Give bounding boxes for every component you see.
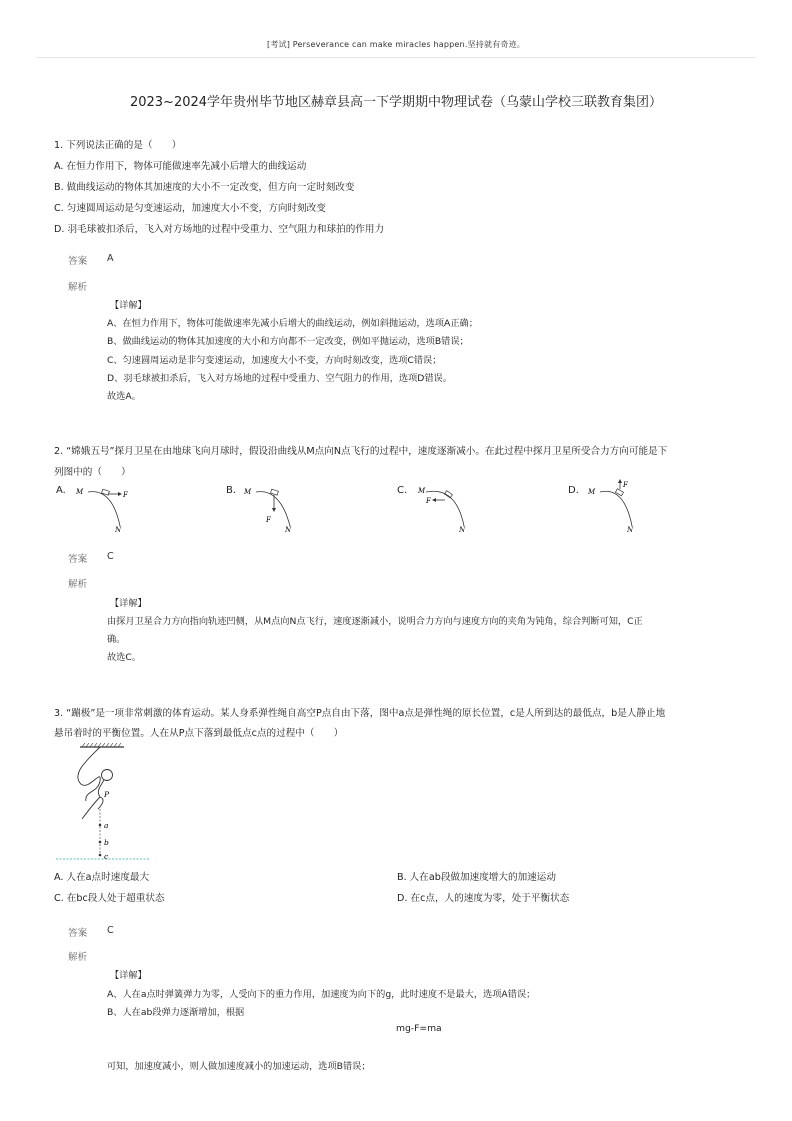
q1-detail-line: D、羽毛球被扣杀后，飞入对方场地的过程中受重力、空气阻力的作用，选项D错误。	[107, 373, 452, 384]
q2-d-label-f: F	[623, 481, 628, 489]
q3-analysis-label: 解析	[68, 952, 88, 963]
q3-formula: mg-F=ma	[396, 1023, 442, 1034]
q2-d-label-m: M	[588, 488, 596, 496]
q3-detail-line: A、人在a点时弹簧弹力为零，人受向下的重力作用，加速度为向下的g，此时速度不是最大，选项A错误；	[107, 989, 536, 1000]
q1-detail-line: A、在恒力作用下，物体可能做速率先减小后增大的曲线运动，例如斜抛运动，选项A正确；	[107, 318, 478, 329]
q2-detail-heading: 【详解】	[110, 598, 147, 609]
q1-detail-line: C、匀速圆周运动是非匀变速运动，加速度大小不变，方向时刻改变，选项C错误；	[107, 355, 442, 366]
q2-option-a-figure	[70, 482, 150, 534]
q2-detail-line: 故选C。	[107, 652, 141, 663]
q1-answer-label: 答案	[68, 256, 88, 267]
q2-stem-line1: 2. “嫦娥五号”探月卫星在由地球飞向月球时，假设沿曲线从M点向N点飞行的过程中，速度逐渐减小。在此过程中探月卫星所受合力方向可能是下	[54, 446, 668, 457]
q3-option-b: B. 人在ab段做加速度增大的加速运动	[397, 872, 556, 883]
q1-option-a: A. 在恒力作用下，物体可能做速率先减小后增大的曲线运动	[54, 161, 307, 172]
q1-answer-value: A	[107, 253, 114, 264]
q3-label-p: P	[104, 790, 110, 799]
q2-b-label-n: N	[285, 526, 292, 534]
q1-option-d: D. 羽毛球被扣杀后，飞入对方场地的过程中受重力、空气阻力和球拍的作用力	[54, 224, 385, 235]
q2-b-label-f: F	[266, 516, 271, 524]
q3-answer-label: 答案	[68, 928, 88, 939]
q3-stem-line1: 3. “蹦极”是一项非常刺激的体育运动。某人身系弹性绳自高空P点自由下落，图中a点是弹性绳的原长位置，c是人所到达的最低点，b是人静止地	[54, 708, 666, 719]
q3-option-a: A. 人在a点时速度最大	[54, 872, 150, 883]
q3-option-c: C. 在bc段人处于超重状态	[54, 893, 165, 904]
q3-detail-line: B、人在ab段弹力逐渐增加，根据	[107, 1007, 245, 1018]
q2-answer-value: C	[107, 551, 114, 562]
q3-label-c: c	[104, 852, 109, 861]
q3-detail-heading: 【详解】	[110, 970, 147, 981]
q2-option-b-figure	[238, 482, 318, 534]
q3-answer-value: C	[107, 925, 114, 936]
q3-label-a: a	[104, 821, 109, 830]
q1-detail-heading: 【详解】	[110, 300, 147, 311]
q2-a-label-f: F	[123, 491, 128, 499]
q3-label-b: b	[104, 838, 109, 847]
q2-detail-line: 确。	[107, 634, 126, 645]
q2-c-label-n: N	[459, 526, 466, 534]
q2-option-a-letter: A.	[56, 485, 66, 496]
q2-d-label-n: N	[627, 526, 634, 534]
q1-stem: 1. 下列说法正确的是（ ）	[54, 140, 182, 151]
q2-c-label-f: F	[426, 497, 431, 505]
header-motto: [考试] Perseverance can make miracles happen.坚持就有奇迹。	[267, 40, 525, 49]
q2-option-d-figure	[584, 478, 664, 534]
q3-bungee-figure	[54, 743, 154, 865]
q2-analysis-label: 解析	[68, 579, 88, 590]
q2-option-c-letter: C.	[397, 485, 408, 496]
q2-b-label-m: M	[244, 488, 252, 496]
q2-c-label-m: M	[418, 487, 426, 495]
q2-a-label-n: N	[115, 526, 122, 534]
q1-option-c: C. 匀速圆周运动是匀变速运动，加速度大小不变，方向时刻改变	[54, 203, 326, 214]
q2-detail-line: 由探月卫星合力方向指向轨迹凹侧，从M点向N点飞行，速度逐渐减小，说明合力方向与速度方向的夹角为钝角，综合判断可知，C正	[107, 616, 643, 627]
q3-detail-line: 可知，加速度减小，则人做加速度减小的加速运动，选项B错误；	[107, 1061, 371, 1072]
q3-stem-line2: 悬吊着时的平衡位置。人在从P点下落到最低点c点的过程中（ ）	[54, 728, 344, 739]
q2-option-c-figure	[412, 480, 492, 534]
q1-option-b: B. 做曲线运动的物体其加速度的大小不一定改变，但方向一定时刻改变	[54, 182, 355, 193]
q2-stem-line2: 列图中的（ ）	[54, 467, 131, 478]
q2-option-b-letter: B.	[226, 485, 237, 496]
q2-option-d-letter: D.	[568, 485, 579, 496]
q1-analysis-label: 解析	[68, 282, 88, 293]
q1-detail-line: B、做曲线运动的物体其加速度的大小和方向都不一定改变，例如平抛运动，选项B错误；	[107, 336, 469, 347]
q1-detail-line: 故选A。	[107, 391, 141, 402]
q3-option-d: D. 在c点，人的速度为零，处于平衡状态	[397, 893, 570, 904]
q2-answer-label: 答案	[68, 554, 88, 565]
document-title: 2023~2024学年贵州毕节地区赫章县高一下学期期中物理试卷（乌蒙山学校三联教育集团）	[129, 95, 663, 110]
header-divider	[36, 57, 756, 58]
q2-a-label-m: M	[76, 488, 84, 496]
